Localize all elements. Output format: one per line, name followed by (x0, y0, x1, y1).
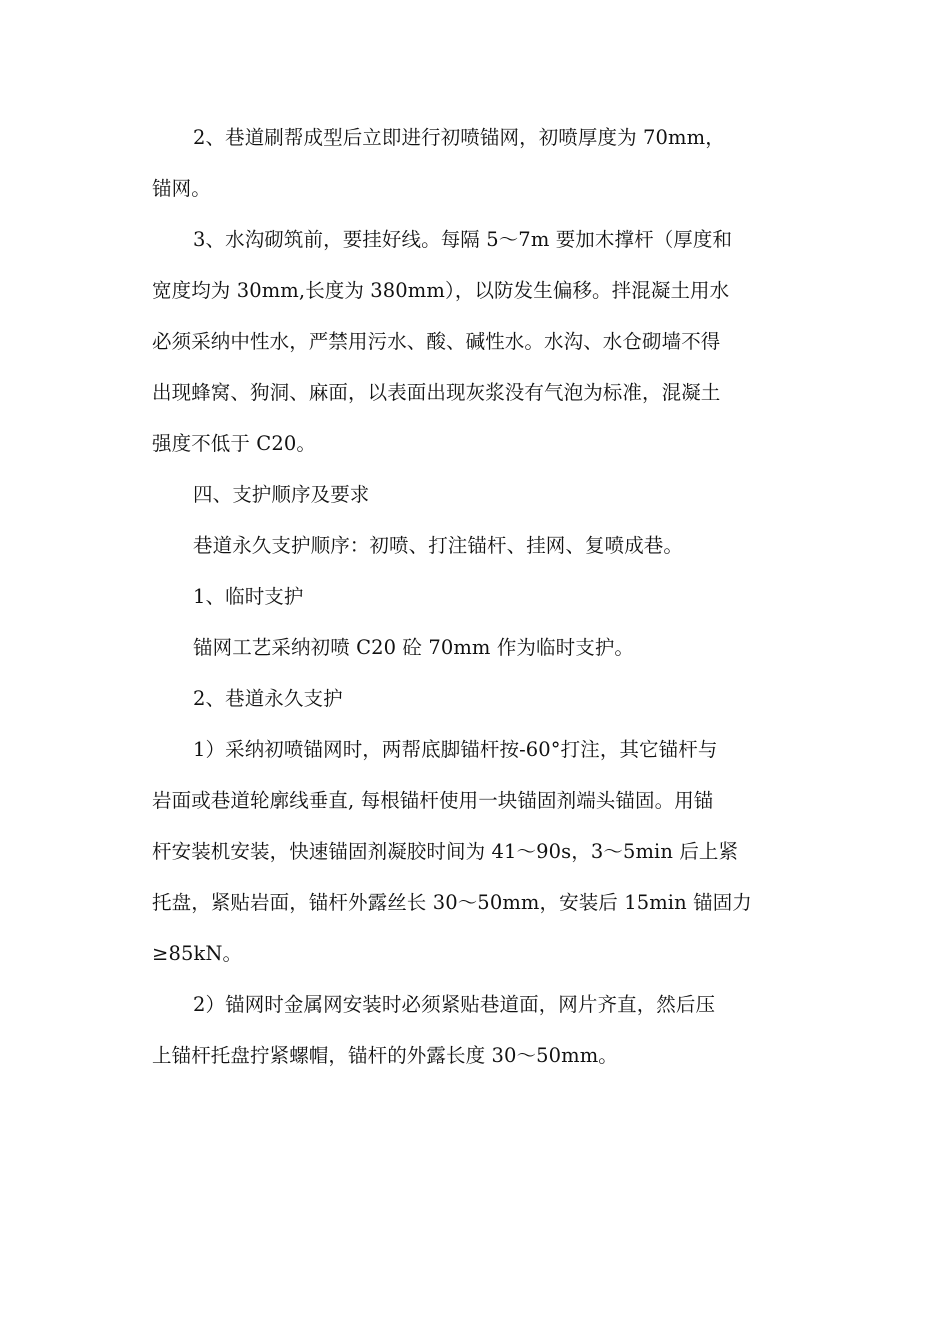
text-line: 必须采纳中性水，严禁用污水、酸、碱性水。水沟、水仓砌墙不得 (152, 330, 721, 353)
text-line: 强度不低于 C20。 (152, 432, 316, 455)
text-line: 出现蜂窝、狗洞、麻面，以表面出现灰浆没有气泡为标准，混凝土 (152, 381, 721, 404)
text-line: 巷道永久支护顺序：初喷、打注锚杆、挂网、复喷成巷。 (193, 534, 684, 557)
text-line: 2、巷道刷帮成型后立即进行初喷锚网，初喷厚度为 70mm， (193, 126, 725, 149)
text-line: 杆安装机安装，快速锚固剂凝胶时间为 41～90s，3～5min 后上紧 (152, 840, 739, 863)
text-line: 3、水沟砌筑前，要挂好线。每隔 5～7m 要加木撑杆（厚度和 (193, 228, 733, 251)
text-line: 1）采纳初喷锚网时，两帮底脚锚杆按-60°打注，其它锚杆与 (193, 738, 718, 761)
text-line: 2）锚网时金属网安装时必须紧贴巷道面，网片齐直，然后压 (193, 993, 716, 1016)
text-line: 岩面或巷道轮廓线垂直, 每根锚杆使用一块锚固剂端头锚固。用锚 (152, 789, 714, 812)
text-line: 锚网。 (152, 177, 211, 200)
section-heading: 四、支护顺序及要求 (193, 483, 370, 506)
text-line: 锚网工艺采纳初喷 C20 砼 70mm 作为临时支护。 (193, 636, 635, 659)
subsection-heading: 2、巷道永久支护 (193, 687, 343, 710)
text-line: ≥85kN。 (152, 942, 243, 965)
text-line: 宽度均为 30mm,长度为 380mm），以防发生偏移。拌混凝土用水 (152, 279, 730, 302)
subsection-heading: 1、临时支护 (193, 585, 304, 608)
text-line: 托盘，紧贴岩面，锚杆外露丝长 30～50mm，安装后 15min 锚固力 (152, 891, 752, 914)
text-line: 上锚杆托盘拧紧螺帽，锚杆的外露长度 30～50mm。 (152, 1044, 618, 1067)
